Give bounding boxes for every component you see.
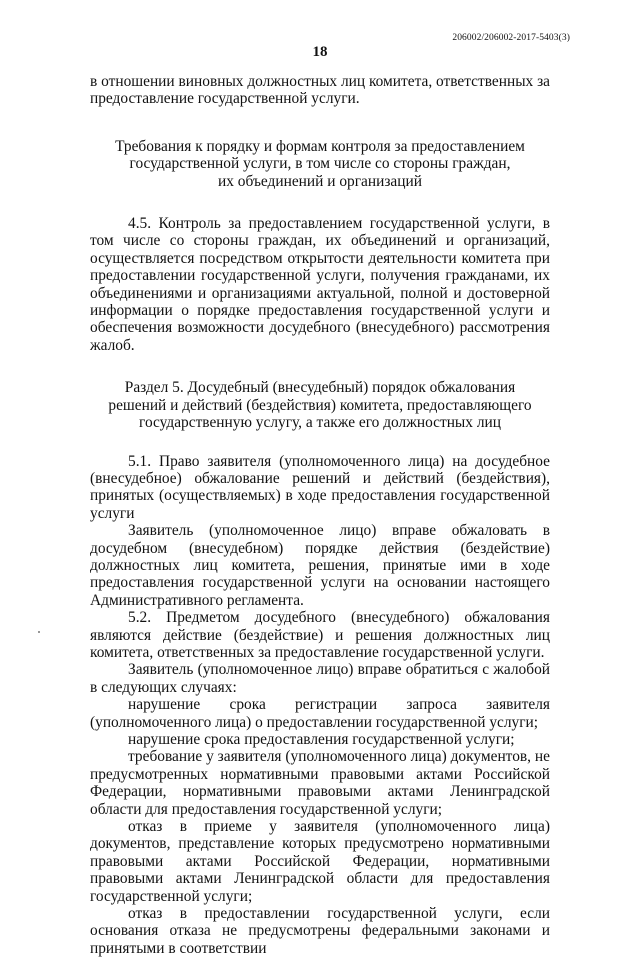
list-item: нарушение срока регистрации запроса заявителя (уполномоченного лица) о предоставлении государственной услуги; [90,696,550,731]
paragraph-applicant-right: Заявитель (уполномоченное лицо) вправе обжаловать в досудебном (внесудебном) порядке действия (бездействие) должностных лиц комитета, решения, принятые ими в ходе предоставления государственной услуги на основании настоящего Административного регламента. [90,522,550,609]
heading-line: решений и действий (бездействия) комитета, предоставляющего [108,396,532,414]
heading-line: их объединений и организаций [218,172,422,190]
margin-mark [38,631,40,633]
heading-line: Раздел 5. Досудебный (внесудебный) порядок обжалования [124,379,516,397]
document-body [90,73,550,957]
paragraph-intro: в отношении виновных должностных лиц комитета, ответственных за предоставление государственной услуги. [90,73,550,108]
heading-line: государственной услуги, в том числе со стороны граждан, [129,155,511,173]
paragraph-5-2: 5.2. Предметом досудебного (внесудебного) обжалования являются действие (бездействие) и решения должностных лиц комитета, ответственных за предоставление государственной услуги. [90,609,550,661]
heading-control-requirements [90,138,550,190]
list-item: отказ в приеме у заявителя (уполномоченного лица) документов, представление которых предусмотрено нормативными правовыми актами Российской Федерации, нормативными правовыми актами Ленинградской области для предоставления государственной услуги; [90,818,550,905]
page-number: 18 [312,44,328,60]
list-item: отказ в предоставлении государственной услуги, если основания отказа не предусмотрены федеральными законами и принятыми в соответствии [90,905,550,957]
heading-section-5 [90,379,550,431]
list-item: требование у заявителя (уполномоченного лица) документов, не предусмотренных нормативными правовыми актами Российской Федерации, нормативными правовыми актами Ленинградской области для предоставления государственной услуги; [90,748,550,818]
heading-line: государственную услугу, а также его должностных лиц [139,414,501,432]
list-item: нарушение срока предоставления государственной услуги; [128,731,515,748]
paragraph-5-1: 5.1. Право заявителя (уполномоченного лица) на досудебное (внесудебное) обжалование решений и действий (бездействия), принятых (осуществляемых) в ходе предоставления государственной услуги [90,452,550,522]
paragraph-4-5: 4.5. Контроль за предоставлением государственной услуги, в том числе со стороны граждан, их объединений и организаций, осуществляется посредством открытости деятельности комитета при предоставлении государственной услуги, получения гражданами, их объединениями и организациями актуальной, полной и достоверной информации о порядке предоставления государственной услуги и обеспечения возможности досудебного (внесудебного) рассмотрения жалоб. [90,215,550,354]
heading-line: Требования к порядку и формам контроля за предоставлением [115,137,525,155]
paragraph-cases: Заявитель (уполномоченное лицо) вправе обратиться с жалобой в следующих случаях: [90,661,550,696]
document-id: 206002/206002-2017-5403(3) [452,33,570,43]
